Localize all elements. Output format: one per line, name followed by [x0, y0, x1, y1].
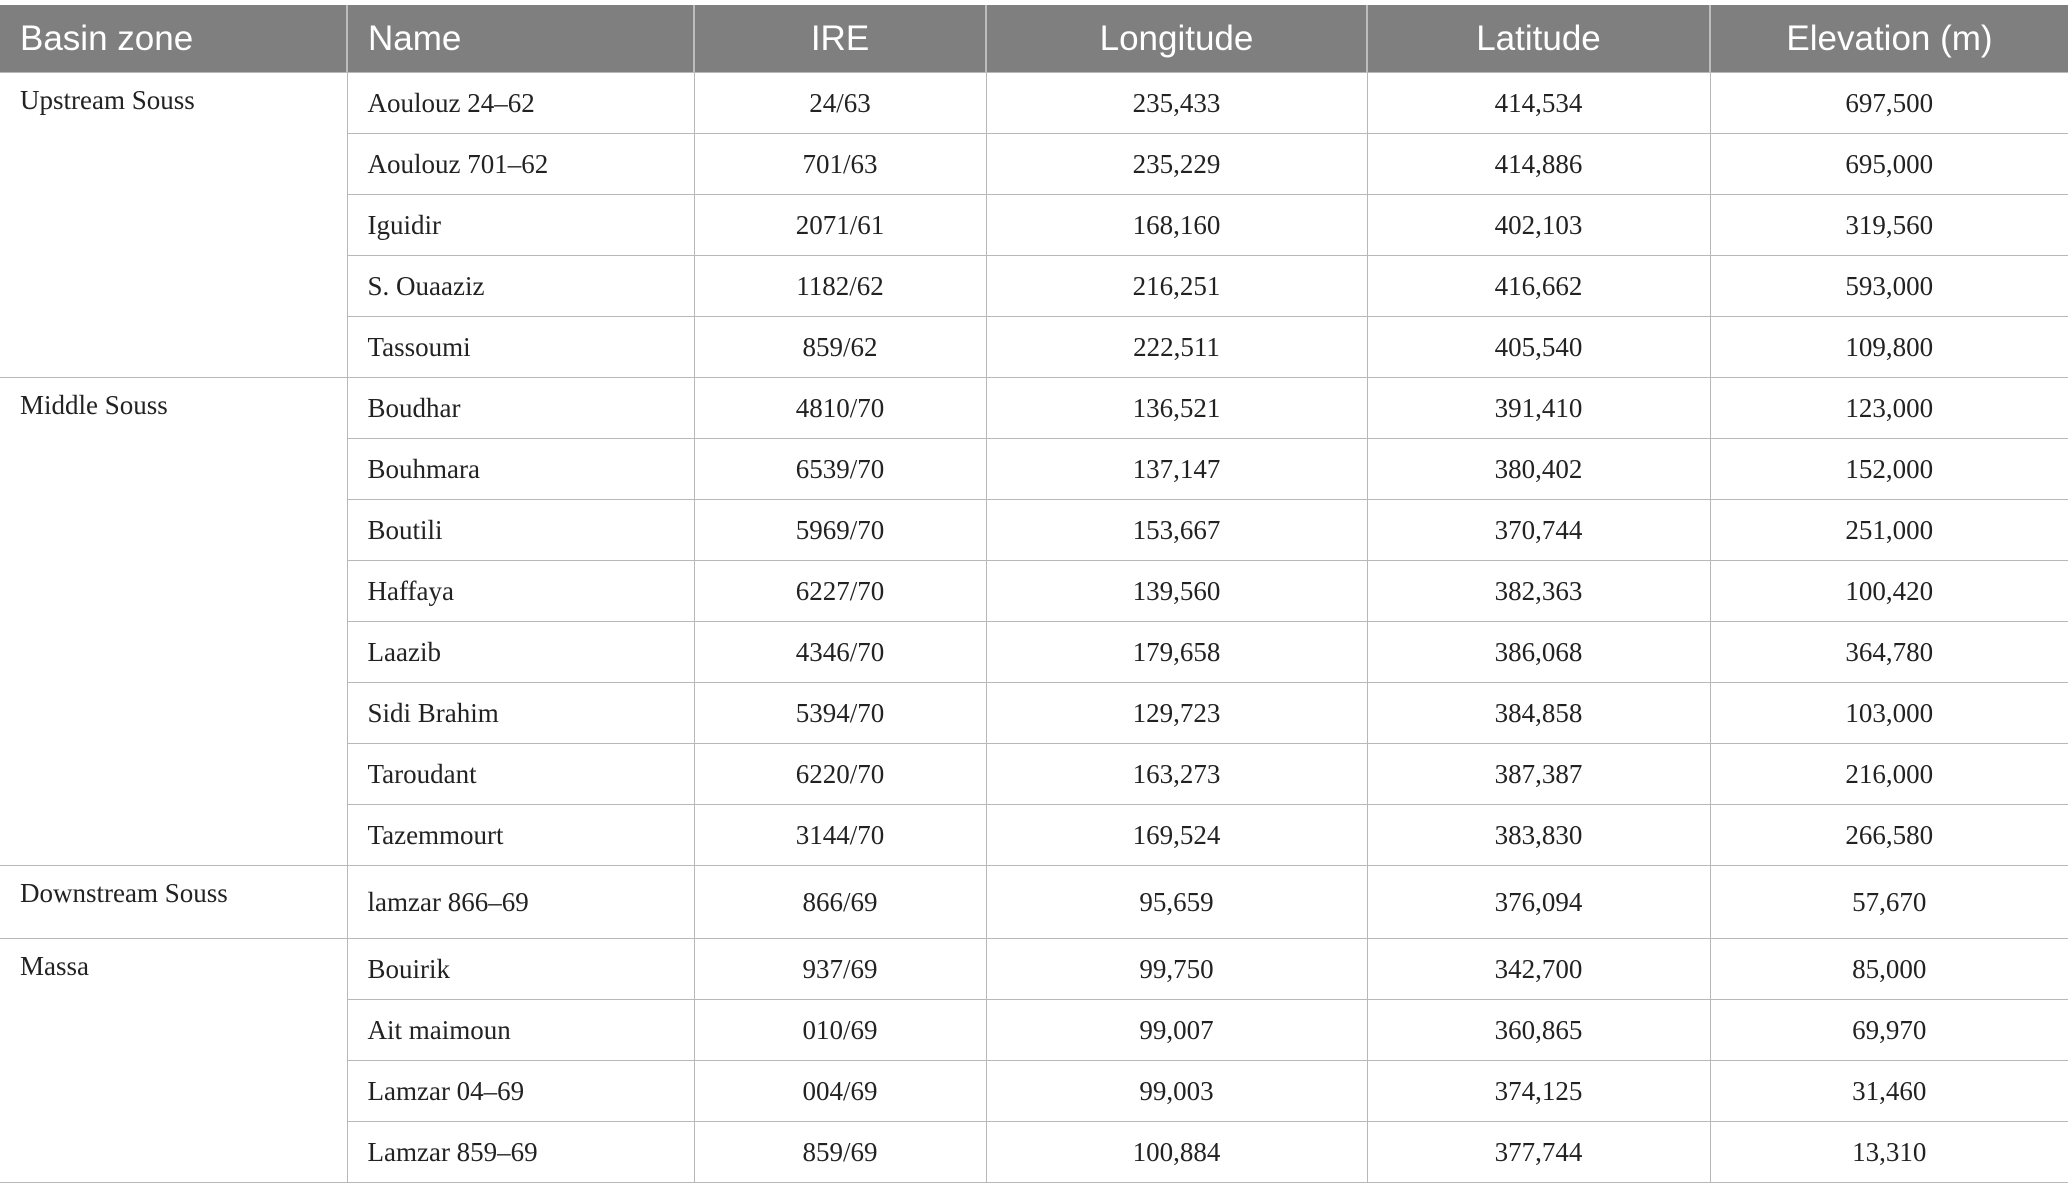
name-cell: Lamzar 04–69	[347, 1061, 694, 1122]
ire-cell: 5969/70	[694, 500, 986, 561]
longitude-cell: 99,750	[986, 939, 1367, 1000]
elevation-cell: 364,780	[1710, 622, 2068, 683]
header-basin-zone: Basin zone	[0, 5, 347, 73]
header-latitude: Latitude	[1367, 5, 1710, 73]
latitude-cell: 376,094	[1367, 866, 1710, 939]
elevation-cell: 57,670	[1710, 866, 2068, 939]
header-longitude: Longitude	[986, 5, 1367, 73]
ire-cell: 6227/70	[694, 561, 986, 622]
data-table-container	[0, 5, 2068, 1183]
name-cell: Bouirik	[347, 939, 694, 1000]
longitude-cell: 139,560	[986, 561, 1367, 622]
latitude-cell: 384,858	[1367, 683, 1710, 744]
ire-cell: 5394/70	[694, 683, 986, 744]
latitude-cell: 380,402	[1367, 439, 1710, 500]
name-cell: Boutili	[347, 500, 694, 561]
table-row	[0, 378, 2068, 439]
ire-cell: 1182/62	[694, 256, 986, 317]
latitude-cell: 360,865	[1367, 1000, 1710, 1061]
table-row	[0, 866, 2068, 939]
elevation-cell: 100,420	[1710, 561, 2068, 622]
basin-zone-cell: Massa	[0, 939, 347, 1183]
longitude-cell: 235,433	[986, 73, 1367, 134]
name-cell: lamzar 866–69	[347, 866, 694, 939]
longitude-cell: 163,273	[986, 744, 1367, 805]
data-table	[0, 5, 2068, 1183]
longitude-cell: 99,007	[986, 1000, 1367, 1061]
ire-cell: 701/63	[694, 134, 986, 195]
ire-cell: 859/69	[694, 1122, 986, 1183]
name-cell: Ait maimoun	[347, 1000, 694, 1061]
elevation-cell: 697,500	[1710, 73, 2068, 134]
ire-cell: 937/69	[694, 939, 986, 1000]
latitude-cell: 386,068	[1367, 622, 1710, 683]
table-row	[0, 939, 2068, 1000]
ire-cell: 859/62	[694, 317, 986, 378]
elevation-cell: 109,800	[1710, 317, 2068, 378]
elevation-cell: 13,310	[1710, 1122, 2068, 1183]
elevation-cell: 69,970	[1710, 1000, 2068, 1061]
latitude-cell: 383,830	[1367, 805, 1710, 866]
name-cell: S. Ouaaziz	[347, 256, 694, 317]
name-cell: Haffaya	[347, 561, 694, 622]
ire-cell: 4346/70	[694, 622, 986, 683]
longitude-cell: 100,884	[986, 1122, 1367, 1183]
table-body	[0, 73, 2068, 1183]
latitude-cell: 382,363	[1367, 561, 1710, 622]
longitude-cell: 168,160	[986, 195, 1367, 256]
latitude-cell: 405,540	[1367, 317, 1710, 378]
latitude-cell: 414,886	[1367, 134, 1710, 195]
name-cell: Sidi Brahim	[347, 683, 694, 744]
name-cell: Laazib	[347, 622, 694, 683]
elevation-cell: 123,000	[1710, 378, 2068, 439]
name-cell: Iguidir	[347, 195, 694, 256]
elevation-cell: 593,000	[1710, 256, 2068, 317]
longitude-cell: 137,147	[986, 439, 1367, 500]
ire-cell: 6220/70	[694, 744, 986, 805]
latitude-cell: 416,662	[1367, 256, 1710, 317]
elevation-cell: 85,000	[1710, 939, 2068, 1000]
longitude-cell: 235,229	[986, 134, 1367, 195]
ire-cell: 3144/70	[694, 805, 986, 866]
ire-cell: 6539/70	[694, 439, 986, 500]
latitude-cell: 374,125	[1367, 1061, 1710, 1122]
name-cell: Boudhar	[347, 378, 694, 439]
longitude-cell: 216,251	[986, 256, 1367, 317]
latitude-cell: 391,410	[1367, 378, 1710, 439]
ire-cell: 866/69	[694, 866, 986, 939]
latitude-cell: 414,534	[1367, 73, 1710, 134]
longitude-cell: 222,511	[986, 317, 1367, 378]
ire-cell: 2071/61	[694, 195, 986, 256]
table-header	[0, 5, 2068, 73]
longitude-cell: 95,659	[986, 866, 1367, 939]
name-cell: Aoulouz 701–62	[347, 134, 694, 195]
latitude-cell: 387,387	[1367, 744, 1710, 805]
ire-cell: 4810/70	[694, 378, 986, 439]
elevation-cell: 266,580	[1710, 805, 2068, 866]
latitude-cell: 377,744	[1367, 1122, 1710, 1183]
header-elevation: Elevation (m)	[1710, 5, 2068, 73]
name-cell: Aoulouz 24–62	[347, 73, 694, 134]
longitude-cell: 179,658	[986, 622, 1367, 683]
name-cell: Lamzar 859–69	[347, 1122, 694, 1183]
name-cell: Tazemmourt	[347, 805, 694, 866]
longitude-cell: 153,667	[986, 500, 1367, 561]
elevation-cell: 251,000	[1710, 500, 2068, 561]
header-row	[0, 5, 2068, 73]
elevation-cell: 319,560	[1710, 195, 2068, 256]
longitude-cell: 129,723	[986, 683, 1367, 744]
name-cell: Taroudant	[347, 744, 694, 805]
name-cell: Tassoumi	[347, 317, 694, 378]
ire-cell: 004/69	[694, 1061, 986, 1122]
basin-zone-cell: Upstream Souss	[0, 73, 347, 378]
basin-zone-cell: Middle Souss	[0, 378, 347, 866]
ire-cell: 010/69	[694, 1000, 986, 1061]
name-cell: Bouhmara	[347, 439, 694, 500]
longitude-cell: 136,521	[986, 378, 1367, 439]
longitude-cell: 169,524	[986, 805, 1367, 866]
latitude-cell: 402,103	[1367, 195, 1710, 256]
latitude-cell: 342,700	[1367, 939, 1710, 1000]
header-ire: IRE	[694, 5, 986, 73]
basin-zone-cell: Downstream Souss	[0, 866, 347, 939]
elevation-cell: 31,460	[1710, 1061, 2068, 1122]
longitude-cell: 99,003	[986, 1061, 1367, 1122]
ire-cell: 24/63	[694, 73, 986, 134]
header-name: Name	[347, 5, 694, 73]
latitude-cell: 370,744	[1367, 500, 1710, 561]
elevation-cell: 152,000	[1710, 439, 2068, 500]
elevation-cell: 695,000	[1710, 134, 2068, 195]
table-row	[0, 73, 2068, 134]
elevation-cell: 216,000	[1710, 744, 2068, 805]
elevation-cell: 103,000	[1710, 683, 2068, 744]
